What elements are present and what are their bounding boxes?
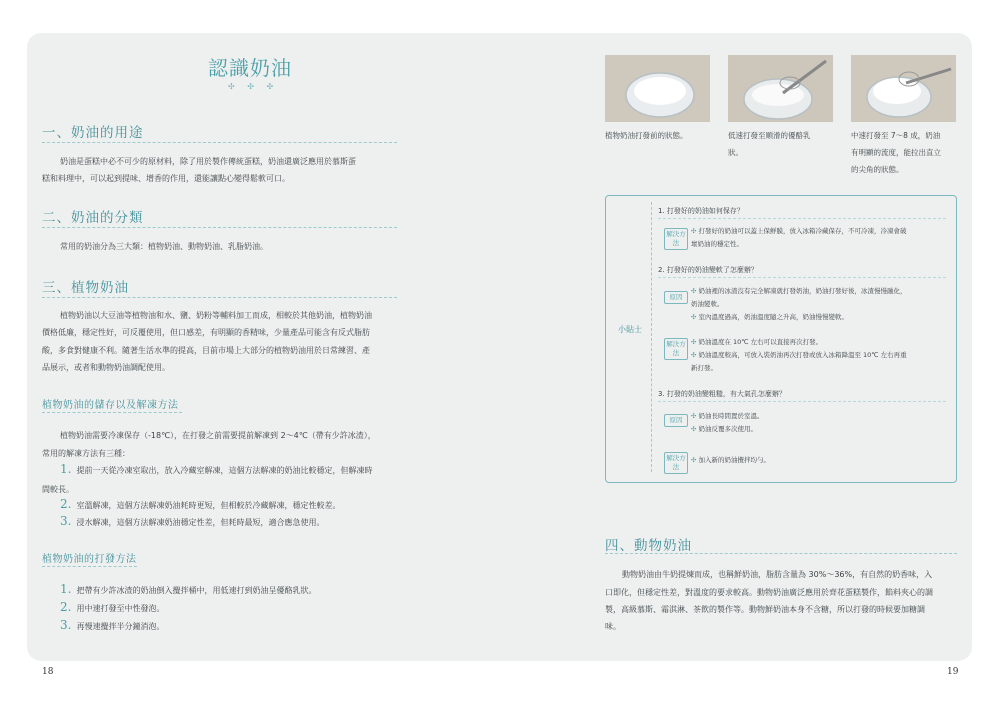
storage-intro-line-1: 植物奶油需要冷凍保存（-18℃），在打發之前需要提前解凍到 2～4℃（帶有少許冰渣）， <box>60 431 376 440</box>
section-divider <box>42 142 397 143</box>
tips-divider <box>651 202 652 472</box>
section-2-heading: 二、奶油的分類 <box>42 210 144 226</box>
tag-cause: 原因 <box>664 291 688 304</box>
subheading-underline <box>42 412 182 413</box>
tip-3-solutions: ✣ 加入新的奶油攪拌均勻。 <box>691 456 770 464</box>
section-1-line-1: 奶油是蛋糕中必不可少的原材料，除了用於製作傳統蛋糕，奶油還廣泛應用於慕斯蛋 <box>60 157 356 166</box>
tip-question-underline <box>658 401 946 402</box>
section-3-line-1: 植物奶油以大豆油等植物油和水、鹽、奶粉等輔料加工而成，相較於其他奶油，植物奶油 <box>60 311 372 320</box>
page-number-right: 19 <box>947 667 959 677</box>
section-divider <box>605 553 957 554</box>
storage-step: 1. 提前一天從冷凍室取出，放入冷藏室解凍，這個方法解凍的奶油比較穩定，但解凍時 <box>60 462 373 476</box>
page-number-left: 18 <box>42 667 54 677</box>
page-title: 認識奶油 <box>208 56 292 80</box>
storage-step: 3. 浸水解凍，這個方法解凍奶油穩定性差，但耗時最短，適合應急使用。 <box>60 514 325 528</box>
storage-step: 2. 室溫解凍，這個方法解凍奶油耗時更短，但相較於冷藏解凍，穩定性較差。 <box>60 497 341 511</box>
storage-step-continued: 間較長。 <box>42 485 74 494</box>
tip-question-1: 1. 打發好的奶油如何保存？ <box>658 207 744 215</box>
tip-2-solutions: ✣ 奶油溫度在 10℃ 左右可以直接再次打發。 ✣ 奶油溫度較高，可放入裝奶油再次打發或放入冰箱降溫至 10℃ 左右再重 新打發。 <box>691 338 907 372</box>
section-3-line-3: 酸，多食對健康不利。隨著生活水準的提高，目前市場上大部分的植物奶油用於日常練習、產 <box>42 346 370 355</box>
tag-cause: 原因 <box>664 414 688 427</box>
section-divider <box>42 227 397 228</box>
whip-step: 2. 用中速打發至中性發泡。 <box>60 600 165 614</box>
photo-stiff-peaks <box>851 55 956 122</box>
tip-question-3: 3. 打發的奶油變粗糙，有大氣孔怎麼辦？ <box>658 390 786 398</box>
tip-question-2: 2. 打發好的奶油變軟了怎麼辦？ <box>658 266 758 274</box>
section-3-line-4: 品展示，或者和動物奶油調配使用。 <box>42 363 170 372</box>
section-1-heading: 一、奶油的用途 <box>42 125 144 141</box>
section-1-line-2: 糕和料理中，可以起到提味、增香的作用，還能讓點心變得鬆軟可口。 <box>42 174 290 183</box>
tip-question-underline <box>658 277 946 278</box>
whip-step: 1. 把帶有少許冰渣的奶油倒入攪拌桶中，用低速打到奶油呈優酪乳狀。 <box>60 582 317 596</box>
photo-caption-3: 中速打發至 7～8 成，奶油 有明顯的流度，能拉出直立 的尖角的狀態。 <box>851 131 941 174</box>
title-ornament: ✣ ✣ ✣ <box>228 82 279 91</box>
photo-caption-2: 低速打發至順滑的優酪乳 狀。 <box>728 131 811 157</box>
tip-question-underline <box>658 218 946 219</box>
tip-1-answer: ✣ 打發好的奶油可以蓋上保鮮膜，放入冰箱冷藏保存，不可冷凍，冷凍會破 壞奶油的穩定性。 <box>691 227 907 248</box>
tips-label: 小貼士 <box>618 325 642 334</box>
whip-step: 3. 再慢速攪拌半分鐘消泡。 <box>60 618 165 632</box>
storage-intro-line-2: 常用的解凍方法有三種： <box>42 449 130 458</box>
whip-heading: 植物奶油的打發方法 <box>42 554 137 565</box>
section-2-line-1: 常用的奶油分為三大類：植物奶油、動物奶油、乳脂奶油。 <box>60 242 268 251</box>
tag-solution: 解決方法 <box>664 338 688 360</box>
photo-caption-1: 植物奶油打發前的狀態。 <box>605 131 688 140</box>
tip-3-causes: ✣ 奶油長時間置於室溫。 ✣ 奶油反覆多次使用。 <box>691 412 764 433</box>
section-4-line-3: 製，高級慕斯、霜淇淋、茶飲的製作等。動物鮮奶油本身不含糖，所以打發的時候要加糖調 <box>605 605 925 614</box>
section-4-line-1: 動物奶油由牛奶提煉而成，也稱鮮奶油，脂肪含量為 30%～36%，有自然的奶香味，入 <box>622 570 933 579</box>
section-3-heading: 三、植物奶油 <box>42 280 129 296</box>
photo-liquid-cream <box>605 55 710 122</box>
section-4-line-2: 口即化，但穩定性差，對溫度的要求較高。動物奶油廣泛應用於齊花蛋糕製作，餡料夾心的調 <box>605 588 933 597</box>
section-4-heading: 四、動物奶油 <box>605 538 692 554</box>
tip-2-causes: ✣ 奶油裡的冰渣沒有完全解凍就打發奶油，奶油打發好後，冰渣慢慢融化， 奶油變軟。 ✣ 室內溫度過高，奶油溫度隨之升高，奶油慢慢變軟。 <box>691 287 907 321</box>
tag-solution: 解決方法 <box>664 452 688 474</box>
section-divider <box>42 297 397 298</box>
storage-heading: 植物奶油的儲存以及解凍方法 <box>42 400 179 411</box>
tag-solution: 解決方法 <box>664 228 688 250</box>
section-3-line-2: 價格低廉，穩定性好，可反覆使用，但口感差，有明顯的香精味，少量產品可能含有反式脂肪 <box>42 328 370 337</box>
photo-yogurt-texture <box>728 55 833 122</box>
subheading-underline <box>42 566 137 567</box>
section-4-line-4: 味。 <box>605 622 621 631</box>
